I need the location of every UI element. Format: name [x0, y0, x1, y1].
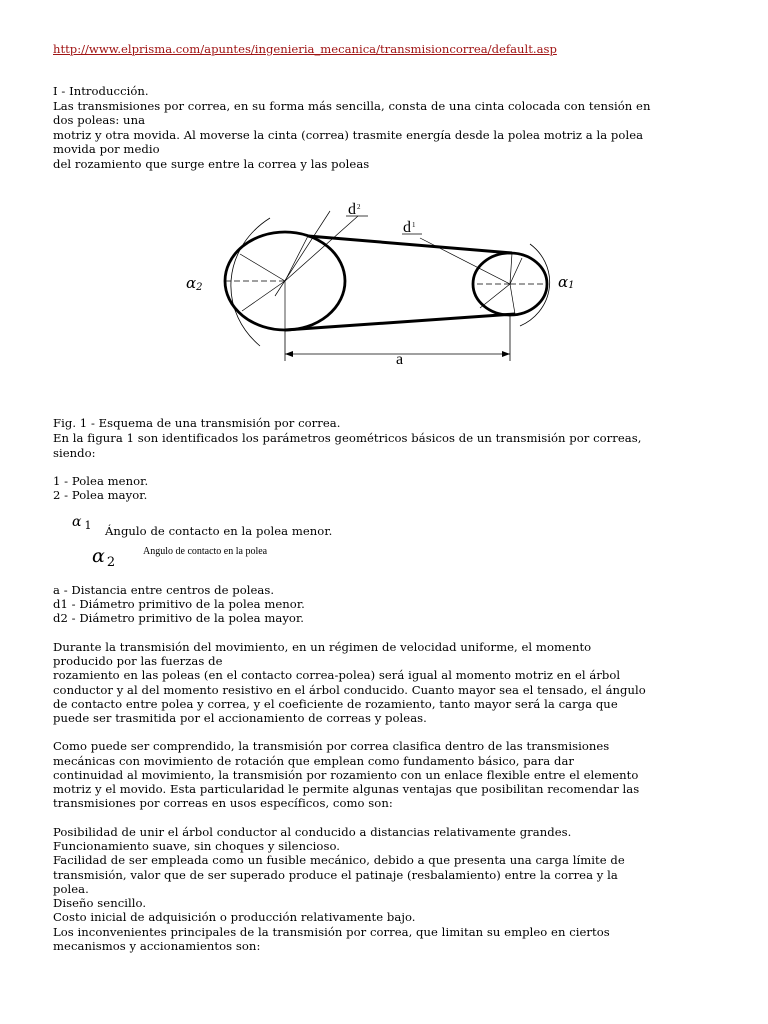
para1-line: de contacto entre polea y correa, y el coeficiente de rozamiento, tanto mayor será la carga que: [53, 697, 618, 711]
para2-line: motriz y el movido. Esta particularidad le permite algunas ventajas que posibilitan recomendar las: [53, 782, 640, 796]
param-a: a - Distancia entre centros de poleas.: [53, 583, 275, 597]
belt-drive-diagram: [180, 196, 600, 376]
para1-line: puede ser trasmitida por el accionamiento de correas y poleas.: [53, 711, 427, 725]
para1-line: conductor y al del momento resistivo en el árbol conducido. Cuanto mayor sea el tensado, el ángulo: [53, 683, 646, 697]
alpha2-symbol: α $_2$: [92, 545, 116, 570]
intro-line: movida por medio: [53, 142, 160, 156]
para3-line: polea.: [53, 882, 89, 896]
param-d1: d1 - Diámetro primitivo de la polea menor.: [53, 597, 305, 611]
para3-line: transmisión, valor que de ser superado produce el patinaje (resbalamiento) entre la correa y la: [53, 868, 618, 882]
alpha1-definition: Ángulo de contacto en la polea menor.: [105, 524, 333, 538]
caption-line: En la figura 1 son identificados los parámetros geométricos básicos de un transmisión por correas,: [53, 431, 642, 445]
label-alpha1: α1: [558, 273, 575, 291]
para2-line: continuidad al movimiento, la transmisión por rozamiento con un enlace flexible entre el elemento: [53, 768, 639, 782]
label-d2: $d^2$: [348, 201, 361, 218]
para3-line: Funcionamiento suave, sin choques y silencioso.: [53, 839, 341, 853]
para2-line: Como puede ser comprendido, la transmisión por correa clasifica dentro de las transmisiones: [53, 739, 610, 753]
para3-line: mecanismos y accionamientos son:: [53, 939, 261, 953]
intro-line: del rozamiento que surge entre la correa y las poleas: [53, 157, 370, 171]
para2-line: mecánicas con movimiento de rotación que emplean como fundamento básico, para dar: [53, 754, 574, 768]
para1-line: rozamiento en las poleas (en el contacto correa-polea) será igual al momento motriz en el árbol: [53, 668, 621, 682]
para1-line: Durante la transmisión del movimiento, en un régimen de velocidad uniforme, el momento: [53, 640, 592, 654]
source-link[interactable]: http://www.elprisma.com/apuntes/ingenieria_mecanica/transmisioncorrea/default.asp: [53, 42, 557, 56]
para3-line: Facilidad de ser empleada como un fusible mecánico, debido a que presenta una carga límite de: [53, 853, 625, 867]
para3-line: Diseño sencillo.: [53, 896, 147, 910]
intro-line: Las transmisiones por correa, en su forma más sencilla, consta de una cinta colocada con tensión en: [53, 99, 651, 113]
caption-line: siendo:: [53, 446, 96, 460]
intro-line: dos poleas: una: [53, 113, 146, 127]
intro-heading: I - Introducción.: [53, 84, 149, 98]
label-a: a: [396, 351, 404, 368]
belt-top: [308, 236, 512, 253]
label-d1: $d^1$: [403, 219, 416, 236]
alpha2-definition: Angulo de contacto en la polea: [143, 546, 268, 557]
figure-caption: Fig. 1 - Esquema de una transmisión por correa.: [53, 416, 341, 430]
pulley-item-2: 2 - Polea mayor.: [53, 488, 148, 502]
para2-line: transmisiones por correas en usos específicos, como son:: [53, 796, 393, 810]
para3-line: Los inconvenientes principales de la transmisión por correa, que limitan su empleo en ciertos: [53, 925, 610, 939]
pulley-item-1: 1 - Polea menor.: [53, 474, 149, 488]
para3-line: Costo inicial de adquisición o producción relativamente bajo.: [53, 910, 416, 924]
para1-line: producido por las fuerzas de: [53, 654, 223, 668]
para3-line: Posibilidad de unir el árbol conductor al conducido a distancias relativamente grandes.: [53, 825, 572, 839]
label-alpha2: α2: [186, 274, 203, 293]
intro-line: motriz y otra movida. Al moverse la cinta (correa) trasmite energía desde la polea motriz a la polea: [53, 128, 644, 142]
param-d2: d2 - Diámetro primitivo de la polea mayor.: [53, 611, 305, 625]
alpha1-symbol: α $_1$: [72, 514, 92, 532]
